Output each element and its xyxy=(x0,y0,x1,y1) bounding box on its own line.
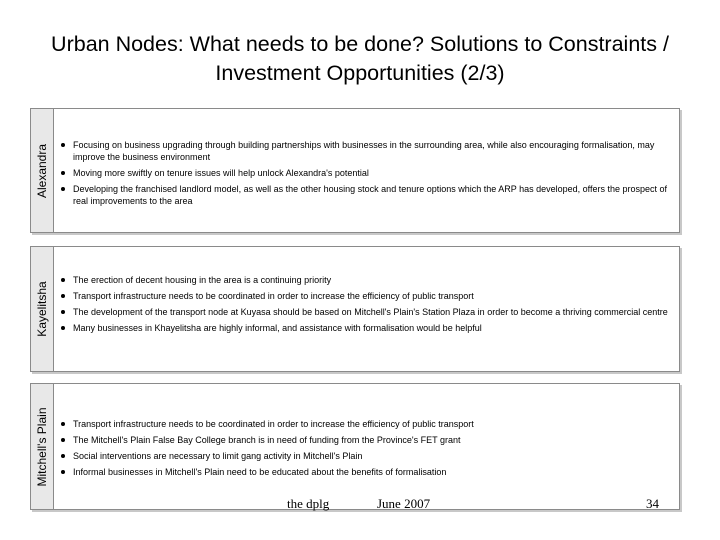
bullet-text: Many businesses in Khayelitsha are highly informal, and assistance with formalisation would be helpful xyxy=(73,323,482,333)
bullet-text: Developing the franchised landlord model, as well as the other housing stock and tenure options which the ARP has developed, offers the prospect of real improvements to the area xyxy=(73,184,668,206)
section-alexandra xyxy=(30,108,680,233)
footer-org: the dplg xyxy=(287,496,330,511)
bullet-icon xyxy=(61,326,65,330)
section-content xyxy=(61,384,679,509)
section-label: Alexandra xyxy=(35,143,49,198)
bullet-icon xyxy=(61,143,65,147)
page-number: 34 xyxy=(646,496,659,511)
bullet-text: The development of the transport node at Kuyasa should be based on Mitchell's Plain's Station Plaza in order to become a thriving commercial centre xyxy=(73,307,668,317)
bullet-text: Transport infrastructure needs to be coordinated in order to increase the efficiency of public transport xyxy=(73,419,474,429)
bullet-icon xyxy=(61,171,65,175)
bullet-text: Social interventions are necessary to limit gang activity in Mitchell's Plain xyxy=(73,451,363,461)
bullet-text: The erection of decent housing in the area is a continuing priority xyxy=(73,275,332,285)
section-label: Kayelitsha xyxy=(35,281,49,337)
bullet-icon xyxy=(61,422,65,426)
bullet-icon xyxy=(61,438,65,442)
list-item xyxy=(61,290,679,302)
bullet-icon xyxy=(61,294,65,298)
bullet-text: Transport infrastructure needs to be coordinated in order to increase the efficiency of public transport xyxy=(73,291,474,301)
bullet-icon xyxy=(61,187,65,191)
slide-title: Urban Nodes: What needs to be done? Solutions to Constraints / Investment Opportunities (2/3) xyxy=(51,32,669,85)
section-mitchells-plain xyxy=(30,383,680,510)
bullet-icon xyxy=(61,310,65,314)
bullet-icon xyxy=(61,470,65,474)
footer-date: June 2007 xyxy=(377,496,431,511)
list-item xyxy=(61,322,679,334)
section-label: Mitchell's Plain xyxy=(35,407,49,486)
list-item xyxy=(61,183,679,207)
bullet-list xyxy=(61,139,679,207)
list-item xyxy=(61,466,679,478)
bullet-icon xyxy=(61,278,65,282)
list-item xyxy=(61,418,679,430)
section-kayelitsha xyxy=(30,246,680,372)
list-item xyxy=(61,450,679,462)
bullet-text: Informal businesses in Mitchell's Plain need to be educated about the benefits of formalisation xyxy=(73,467,447,477)
list-item xyxy=(61,167,679,179)
bullet-text: The Mitchell's Plain False Bay College branch is in need of funding from the Province's FET grant xyxy=(73,435,461,445)
section-content xyxy=(61,109,679,232)
section-side-bar xyxy=(31,384,54,509)
list-item xyxy=(61,139,679,163)
bullet-text: Focusing on business upgrading through building partnerships with businesses in the surrounding area, while also encouraging formalisation, may improve the business environment xyxy=(73,140,655,162)
bullet-text: Moving more swiftly on tenure issues will help unlock Alexandra's potential xyxy=(73,168,369,178)
list-item xyxy=(61,306,679,318)
list-item xyxy=(61,274,679,286)
list-item xyxy=(61,434,679,446)
section-content xyxy=(61,247,679,371)
bullet-list xyxy=(61,274,679,334)
bullet-list xyxy=(61,418,679,478)
section-side-bar xyxy=(31,247,54,371)
bullet-icon xyxy=(61,454,65,458)
section-side-bar xyxy=(31,109,54,232)
